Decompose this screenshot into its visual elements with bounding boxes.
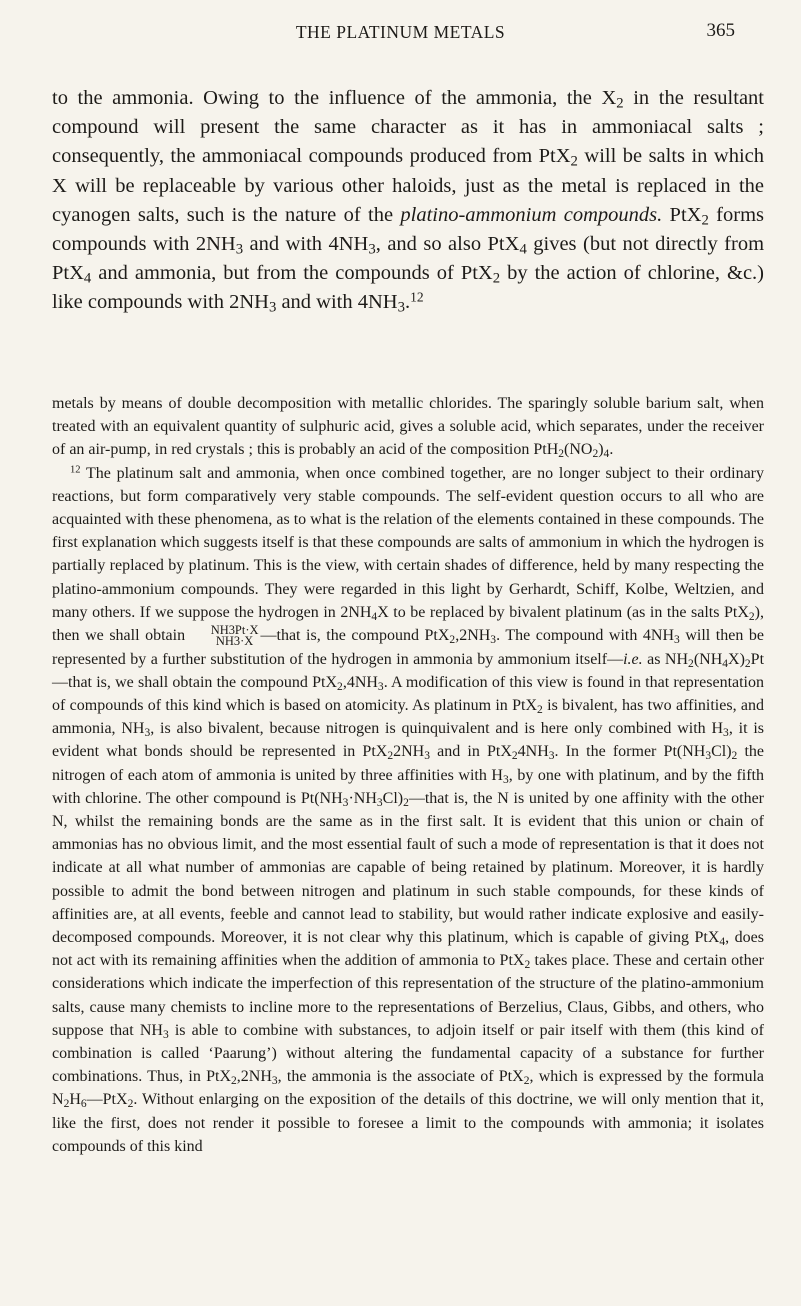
fraction-numerator: NH3Pt·X bbox=[210, 623, 259, 638]
footnote-ref-12: 12 bbox=[410, 289, 424, 305]
page-header bbox=[0, 8, 801, 48]
fraction-denominator: NH3·X bbox=[215, 634, 254, 649]
footnote-continuation: metals by means of double decomposition with metallic chlorides. The sparingly soluble barium salt, when treated with an equivalent quantity of sulphuric acid, gives a soluble acid, which separates, under the receiver of an air-pump, in red crystals ; this is probably an acid of the composition $PtH_2(NO_2)_4$. bbox=[52, 395, 764, 461]
running-head: THE PLATINUM METALS bbox=[295, 22, 506, 42]
main-paragraph bbox=[52, 84, 764, 318]
formula-fraction bbox=[193, 625, 259, 647]
footnotes bbox=[52, 392, 764, 1158]
body-text: to the ammonia. Owing to the influence of the ammonia, the $X_2$ in the resultant compound will present the same character as it has in ammoniacal salts ; consequently, the ammoniacal compounds produced from PtX$_2$ will be salts in which X will be replaceable by various other haloids, just as the metal is replaced in the cyanogen salts, such is the nature of the platino-ammonium compounds. PtX$_2$ forms compounds with $2NH_3$ and with $4NH_3$, and so also PtX$_4$ gives (but not directly from PtX$_4$ and ammonia, but from the compounds of PtX$_2$ by the action of chlorine, &c.) like compounds with $2NH_3$ and with $4NH_3.^{12}$ bbox=[52, 87, 765, 317]
italic-term: platino-ammonium compounds. bbox=[400, 203, 663, 226]
footnote-number: 12 bbox=[70, 464, 81, 476]
footnote-12: $^{12}$ The platinum salt and ammonia, when once combined together, are no longer subject to their ordinary reactions, but form comparatively very stable compounds. The self-evident question occurs to all who are acquainted with these phenomena, as to what is the relation of the elements contained in these compounds. The first explanation which suggests itself is that these compounds are salts of ammonium in which the hydrogen is partially replaced by platinum. This is the view, with certain shades of difference, held by many respecting the platino-ammonium compounds. They were regarded in this light by Gerhardt, Schiff, Kolbe, Weltzien, and many others. If we suppose the hydrogen in $2NH_4X$ to be replaced by bivalent platinum (as in the salts PtX$_2$), then we shall obtain NH3Pt·X NH3·X —that is, the compound $PtX_2,2NH_3$. The compound with $4NH_3$ will then be represented by a further substitution of the hydrogen in ammonia by ammonium itself—i.e. as $NH_2(NH_4X)_2Pt—that$ is, we shall obtain the compound $PtX_2,4NH_3$. A modification of this view is found in that representation of compounds of this kind which is based on atomicity. As platinum in PtX$_2$ is bivalent, has two affinities, and ammonia, $NH_3$, is also bivalent, because nitrogen is quinquivalent and is here only combined with $H_3$, it is evident what bonds should be represented in $PtX_22NH_3$ and in $PtX_24NH_3$. In the former $Pt(NH_3Cl)_2$ the nitrogen of each atom of ammonia is united by three affinities with $H_3$, by one with platinum, and by the fifth with chlorine. The other compound is $Pt(NH_3\cdot NH_3Cl)_2—that$ is, the N is united by one affinity with the other N, whilst the remaining bonds are the same as in the first salt. It is evident that this union or chain of ammonias has no obvious limit, and the most essential fault of such a mode of representation is that it does not indicate at all what number of ammonias are capable of being retained by platinum. Moreover, it is hardly possible to admit the bond between nitrogen and platinum in such stable compounds, for these kinds of affinities are, at all events, feeble and cannot lead to stability, but would rather indicate explosive and easily-decomposed compounds. Moreover, it is not clear why this platinum, which is capable of giving PtX$_4$, does not act with its remaining affinities when the addition of ammonia to PtX$_2$ takes place. These and certain other considerations which indicate the imperfection of this representation of the structure of the platino-ammonium salts, cause many chemists to incline more to the representations of Berzelius, Claus, Gibbs, and others, who suppose that $NH_3$ is able to combine with substances, to adjoin itself or pair itself with them (this kind of combination is called ‘Paarung’) without altering the fundamental capacity of a substance for further combinations. Thus, in $PtX_2,2NH_3$, the ammonia is the associate of PtX$_2$, which is expressed by the formula $N_2H_6—PtX_2$. Without enlarging on the exposition of the details of this doctrine, we will only mention that it, like the first, does not render it possible to foresee a limit to the compounds with ammonia; it isolates compounds of this kind bbox=[52, 464, 765, 1155]
page-number: 365 bbox=[706, 20, 735, 41]
